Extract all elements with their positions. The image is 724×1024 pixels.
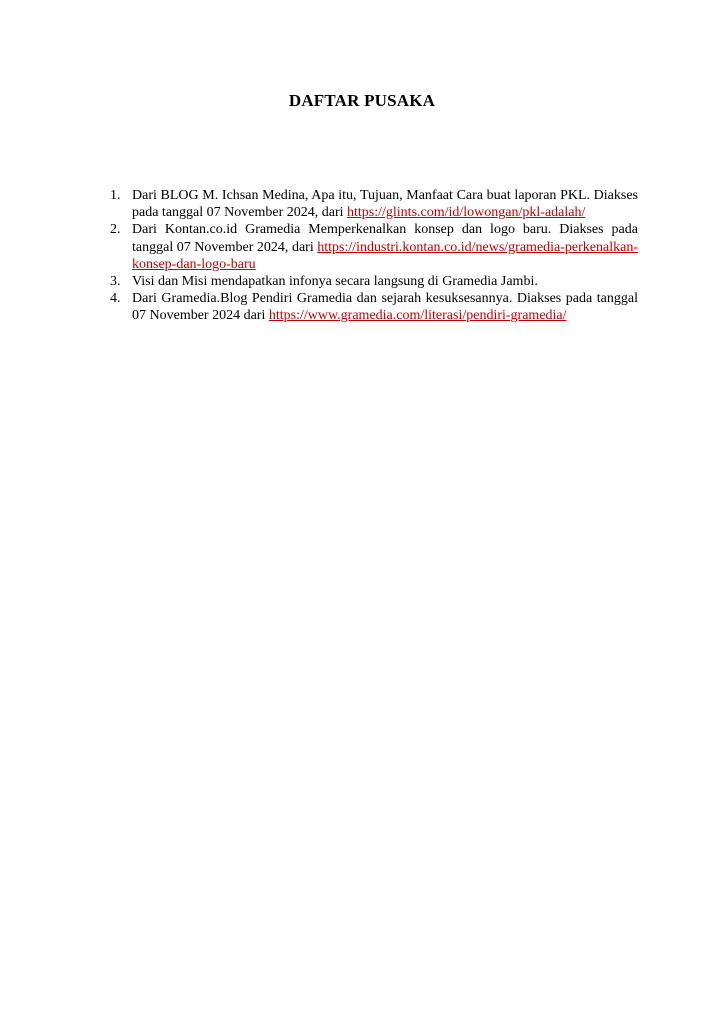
reference-link[interactable]: https://industri.kontan.co.id/news/gramedia-perkenalkan-konsep-dan-logo-baru bbox=[132, 239, 638, 272]
reference-item-4 bbox=[108, 290, 638, 324]
reference-text: Visi dan Misi mendapatkan infonya secara langsung di Gramedia Jambi. bbox=[132, 274, 538, 290]
reference-text: Dari Kontan.co.id Gramedia Memperkenalkan konsep dan logo baru. Diakses pada tanggal 07 November 2024, dari bbox=[132, 222, 638, 255]
reference-text: Dari Gramedia.Blog Pendiri Gramedia dan sejarah kesuksesannya. Diakses pada tanggal 07 November 2024 dari bbox=[132, 291, 638, 324]
reference-list bbox=[108, 187, 638, 325]
reference-item-2 bbox=[108, 221, 638, 273]
reference-text: Dari BLOG M. Ichsan Medina, Apa itu, Tujuan, Manfaat Cara buat laporan PKL. Diakses pada tanggal 07 November 2024, dari bbox=[132, 188, 638, 221]
reference-number: 1. bbox=[110, 188, 121, 203]
reference-link[interactable]: https://www.gramedia.com/literasi/pendiri-gramedia/ bbox=[268, 308, 567, 324]
page-title: DAFTAR PUSAKA bbox=[288, 91, 436, 110]
reference-number: 2. bbox=[110, 222, 121, 238]
reference-item-3 bbox=[108, 273, 638, 290]
reference-item-1 bbox=[108, 187, 638, 221]
reference-number: 3. bbox=[110, 274, 121, 290]
reference-link[interactable]: https://glints.com/id/lowongan/pkl-adalah/ bbox=[347, 205, 586, 221]
reference-number: 4. bbox=[110, 291, 121, 307]
